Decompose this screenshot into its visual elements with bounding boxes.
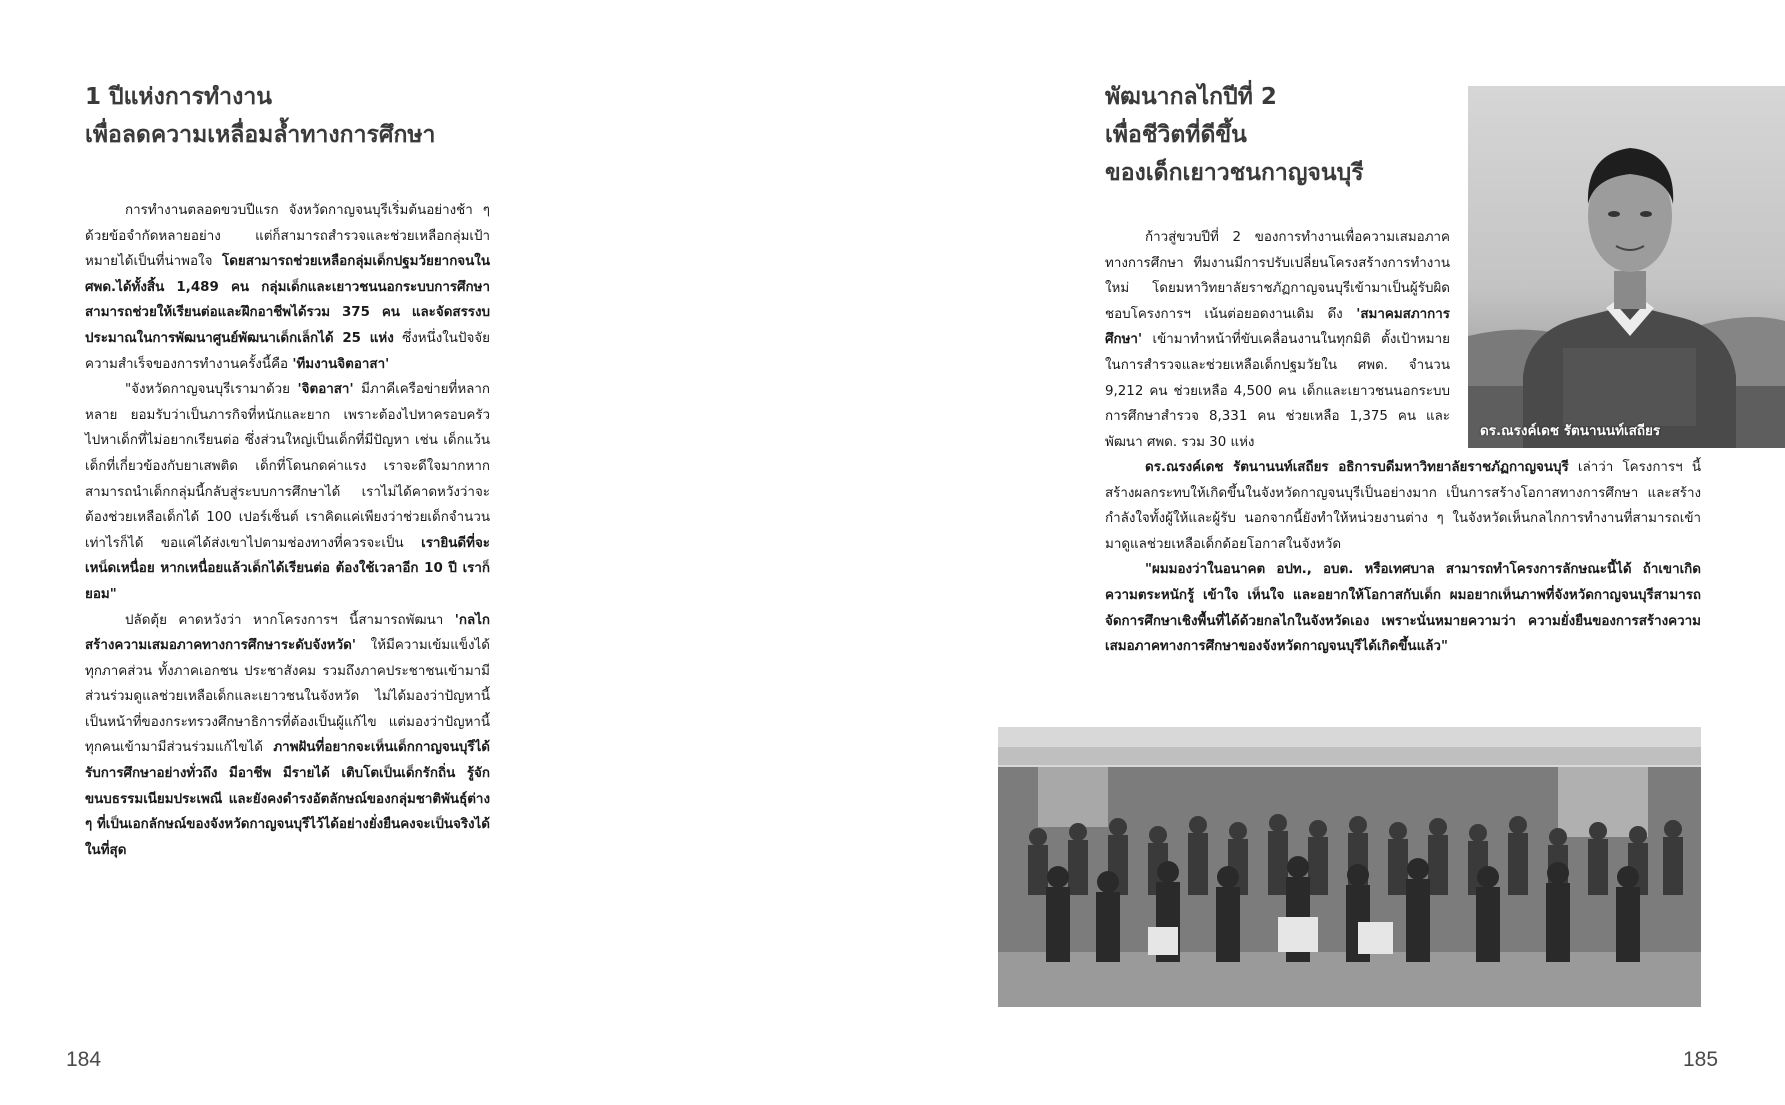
- bold-text-run: 'จิตอาสา': [297, 382, 354, 398]
- text-run: ก้าวสู่ขวบปีที่ 2 ของการทำงานเพื่อความเสมอภาคทางการศึกษา ทีมงานมีการปรับเปลี่ยนโครงสร้างการทำงานใหม่ โดยมหาวิทยาลัยราชภัฏกาญจนบุรีเข้ามาเป็นผู้รับผิดชอบโครงการฯ เน้นต่อยอดงานเดิม ดึง: [1105, 230, 1450, 322]
- group-photo: [998, 727, 1701, 1007]
- portrait-illustration: [1468, 86, 1785, 448]
- bold-text-run: 'ทีมงานจิตอาสา': [292, 356, 390, 372]
- text-run: "จังหวัดกาญจนบุรีเรามาด้วย: [125, 382, 298, 398]
- text-run: ซึ่งหนึ่งในปัจจัยความสำเร็จของการทำงานครั้งนี้คือ: [85, 330, 490, 372]
- text-run: ให้มีความเข้มแข็งได้ทุกภาคส่วน ทั้งภาคเอกชน ประชาสังคม รวมถึงภาคประชาชนเข้ามามีส่วนร่วมดูแลช่วยเหลือเด็กและเยาวชนในจังหวัด ไม่ได้มองว่าปัญหานี้เป็นหน้าที่ของกระทรวงศึกษาธิการที่ต้องเป็นผู้แก้ไข แต่มองว่าปัญหานี้ทุกคนเข้ามามีส่วนร่วมแก้ไขได้: [85, 638, 490, 756]
- paragraph: [85, 198, 490, 377]
- right-wide-paragraphs: [1105, 455, 1701, 660]
- right-heading-line-1: พัฒนากลไกปีที่ 2: [1105, 84, 1277, 110]
- bold-text-run: 'สมาคมสภาการศึกษา': [1105, 306, 1450, 348]
- bold-text-run: "ผมมองว่าในอนาคต อปท., อบต. หรือเทศบาล สามารถทำโครงการลักษณะนี้ได้ ถ้าเขาเกิดความตระหนักรู้ เข้าใจ เห็นใจ และอยากให้โอกาสกับเด็ก ผมอยากเห็นภาพที่จังหวัดกาญจนบุรีสามารถจัดการศึกษาเชิงพื้นที่ได้ด้วยกลไกในจังหวัดเอง เพราะนั่นหมายความว่า ความยั่งยืนของการสร้างความเสมอภาคทางการศึกษาของจังหวัดกาญจนบุรีได้เกิดขึ้นแล้ว": [1105, 562, 1701, 655]
- paragraph: [1105, 225, 1450, 455]
- text-run: การทำงานตลอดขวบปีแรก จังหวัดกาญจนบุรีเริ่มต้นอย่างช้า ๆ ด้วยข้อจำกัดหลายอย่าง แต่ก็สามารถสำรวจและช่วยเหลือกลุ่มเป้าหมายได้เป็นที่น่าพอใจ: [85, 203, 490, 270]
- bold-text-run: 'กลไกสร้างความเสมอภาคทางการศึกษาระดับจังหวัด': [85, 612, 490, 654]
- portrait-photo: [1468, 86, 1785, 448]
- paragraph: [85, 608, 490, 864]
- bold-text-run: เรายินดีที่จะเหน็ดเหนื่อย หากเหนื่อยแล้วเด็กได้เรียนต่อ ต้องใช้เวลาอีก 10 ปี เราก็ยอม": [85, 535, 490, 602]
- group-photo-illustration: [998, 727, 1701, 1007]
- bold-text-run: โดยสามารถช่วยเหลือกลุ่มเด็กปฐมวัยยากจนใน ศพด.ได้ทั้งสิ้น 1,489 คน กลุ่มเด็กและเยาวชนนอกระบบการศึกษา สามารถช่วยให้เรียนต่อและฝึกอาชีพได้รวม 375 คน และจัดสรรงบประมาณในการพัฒนาศูนย์พัฒนาเด็กเล็กได้ 25 แห่ง: [85, 254, 490, 346]
- left-heading-line-2: เพื่อลดความเหลื่อมล้ำทางการศึกษา: [85, 122, 436, 148]
- paragraph: [1105, 455, 1701, 557]
- right-heading-line-2: เพื่อชีวิตที่ดีขึ้น: [1105, 122, 1247, 148]
- right-heading-line-3: ของเด็กเยาวชนกาญจนบุรี: [1105, 160, 1364, 186]
- paragraph: [85, 377, 490, 607]
- paragraph: [1105, 557, 1701, 659]
- right-page-heading: [1105, 78, 1364, 192]
- bold-text-run: ภาพฝันที่อยากจะเห็นเด็กกาญจนบุรีได้รับการศึกษาอย่างทั่วถึง มีอาชีพ มีรายได้ เติบโตเป็นเด็กรักถิ่น รู้จักขนบธรรมเนียมประเพณี และยังคงดำรงอัตลักษณ์ของกลุ่มชาติพันธุ์ต่าง ๆ ที่เป็นเอกลักษณ์ของจังหวัดกาญจนบุรีไว้ได้อย่างยั่งยืนคงจะเป็นจริงได้ในที่สุด: [85, 740, 490, 858]
- text-run: เข้ามาทำหน้าที่ขับเคลื่อนงานในทุกมิติ ตั้งเป้าหมายในการสำรวจและช่วยเหลือเด็กปฐมวัยใน ศพด. จำนวน 9,212 คน ช่วยเหลือ 4,500 คน เด็กและเยาวชนนอกระบบการศึกษาสำรวจ 8,331 คน ช่วยเหลือ 1,375 คน และพัฒนา ศพด. รวม 30 แห่ง: [1105, 332, 1450, 450]
- text-run: มีภาคีเครือข่ายที่หลากหลาย ยอมรับว่าเป็นภารกิจที่หนักและยาก เพราะต้องไปหาครอบครัว ไปหาเด็กที่ไม่อยากเรียนต่อ ซึ่งส่วนใหญ่เป็นเด็กที่มีปัญหา เช่น เด็กแว้น เด็กที่เกี่ยวข้องกับยาเสพติด เด็กที่โดนกดค่าแรง เราจะดีใจมากหากสามารถนำเด็กกลุ่มนี้กลับสู่ระบบการศึกษาได้ เราไม่ได้คาดหวังว่าจะต้องช่วยเหลือเด็กได้ 100 เปอร์เซ็นต์ เราคิดแค่เพียงว่าช่วยเด็กจำนวนเท่าไรก็ได้ ขอแค่ได้ส่งเขาไปตามช่องทางที่ควรจะเป็น: [85, 382, 490, 551]
- left-page-heading: [85, 78, 435, 154]
- left-page-body: [85, 198, 490, 863]
- right-page-number: 185: [1683, 1048, 1719, 1071]
- right-narrow-paragraph: [1105, 225, 1450, 455]
- portrait-caption: ดร.ณรงค์เดช รัตนานนท์เสถียร: [1480, 423, 1661, 439]
- left-heading-line-1: 1 ปีแห่งการทำงาน: [85, 84, 272, 110]
- left-page-number: 184: [66, 1048, 102, 1071]
- text-run: ปลัดตุ้ย คาดหวังว่า หากโครงการฯ นี้สามารถพัฒนา: [125, 612, 455, 628]
- text-run: เล่าว่า โครงการฯ นี้สร้างผลกระทบให้เกิดขึ้นในจังหวัดกาญจนบุรีเป็นอย่างมาก เป็นการสร้างโอกาสทางการศึกษา และสร้างกำลังใจทั้งผู้ให้และผู้รับ นอกจากนี้ยังทำให้หน่วยงานต่าง ๆ ในจังหวัดเห็นกลไกการทำงานที่สามารถเข้ามาดูแลช่วยเหลือเด็กด้อยโอกาสในจังหวัด: [1105, 460, 1702, 552]
- bold-text-run: ดร.ณรงค์เดช รัตนานนท์เสถียร อธิการบดีมหาวิทยาลัยราชภัฏกาญจนบุรี: [1145, 460, 1569, 475]
